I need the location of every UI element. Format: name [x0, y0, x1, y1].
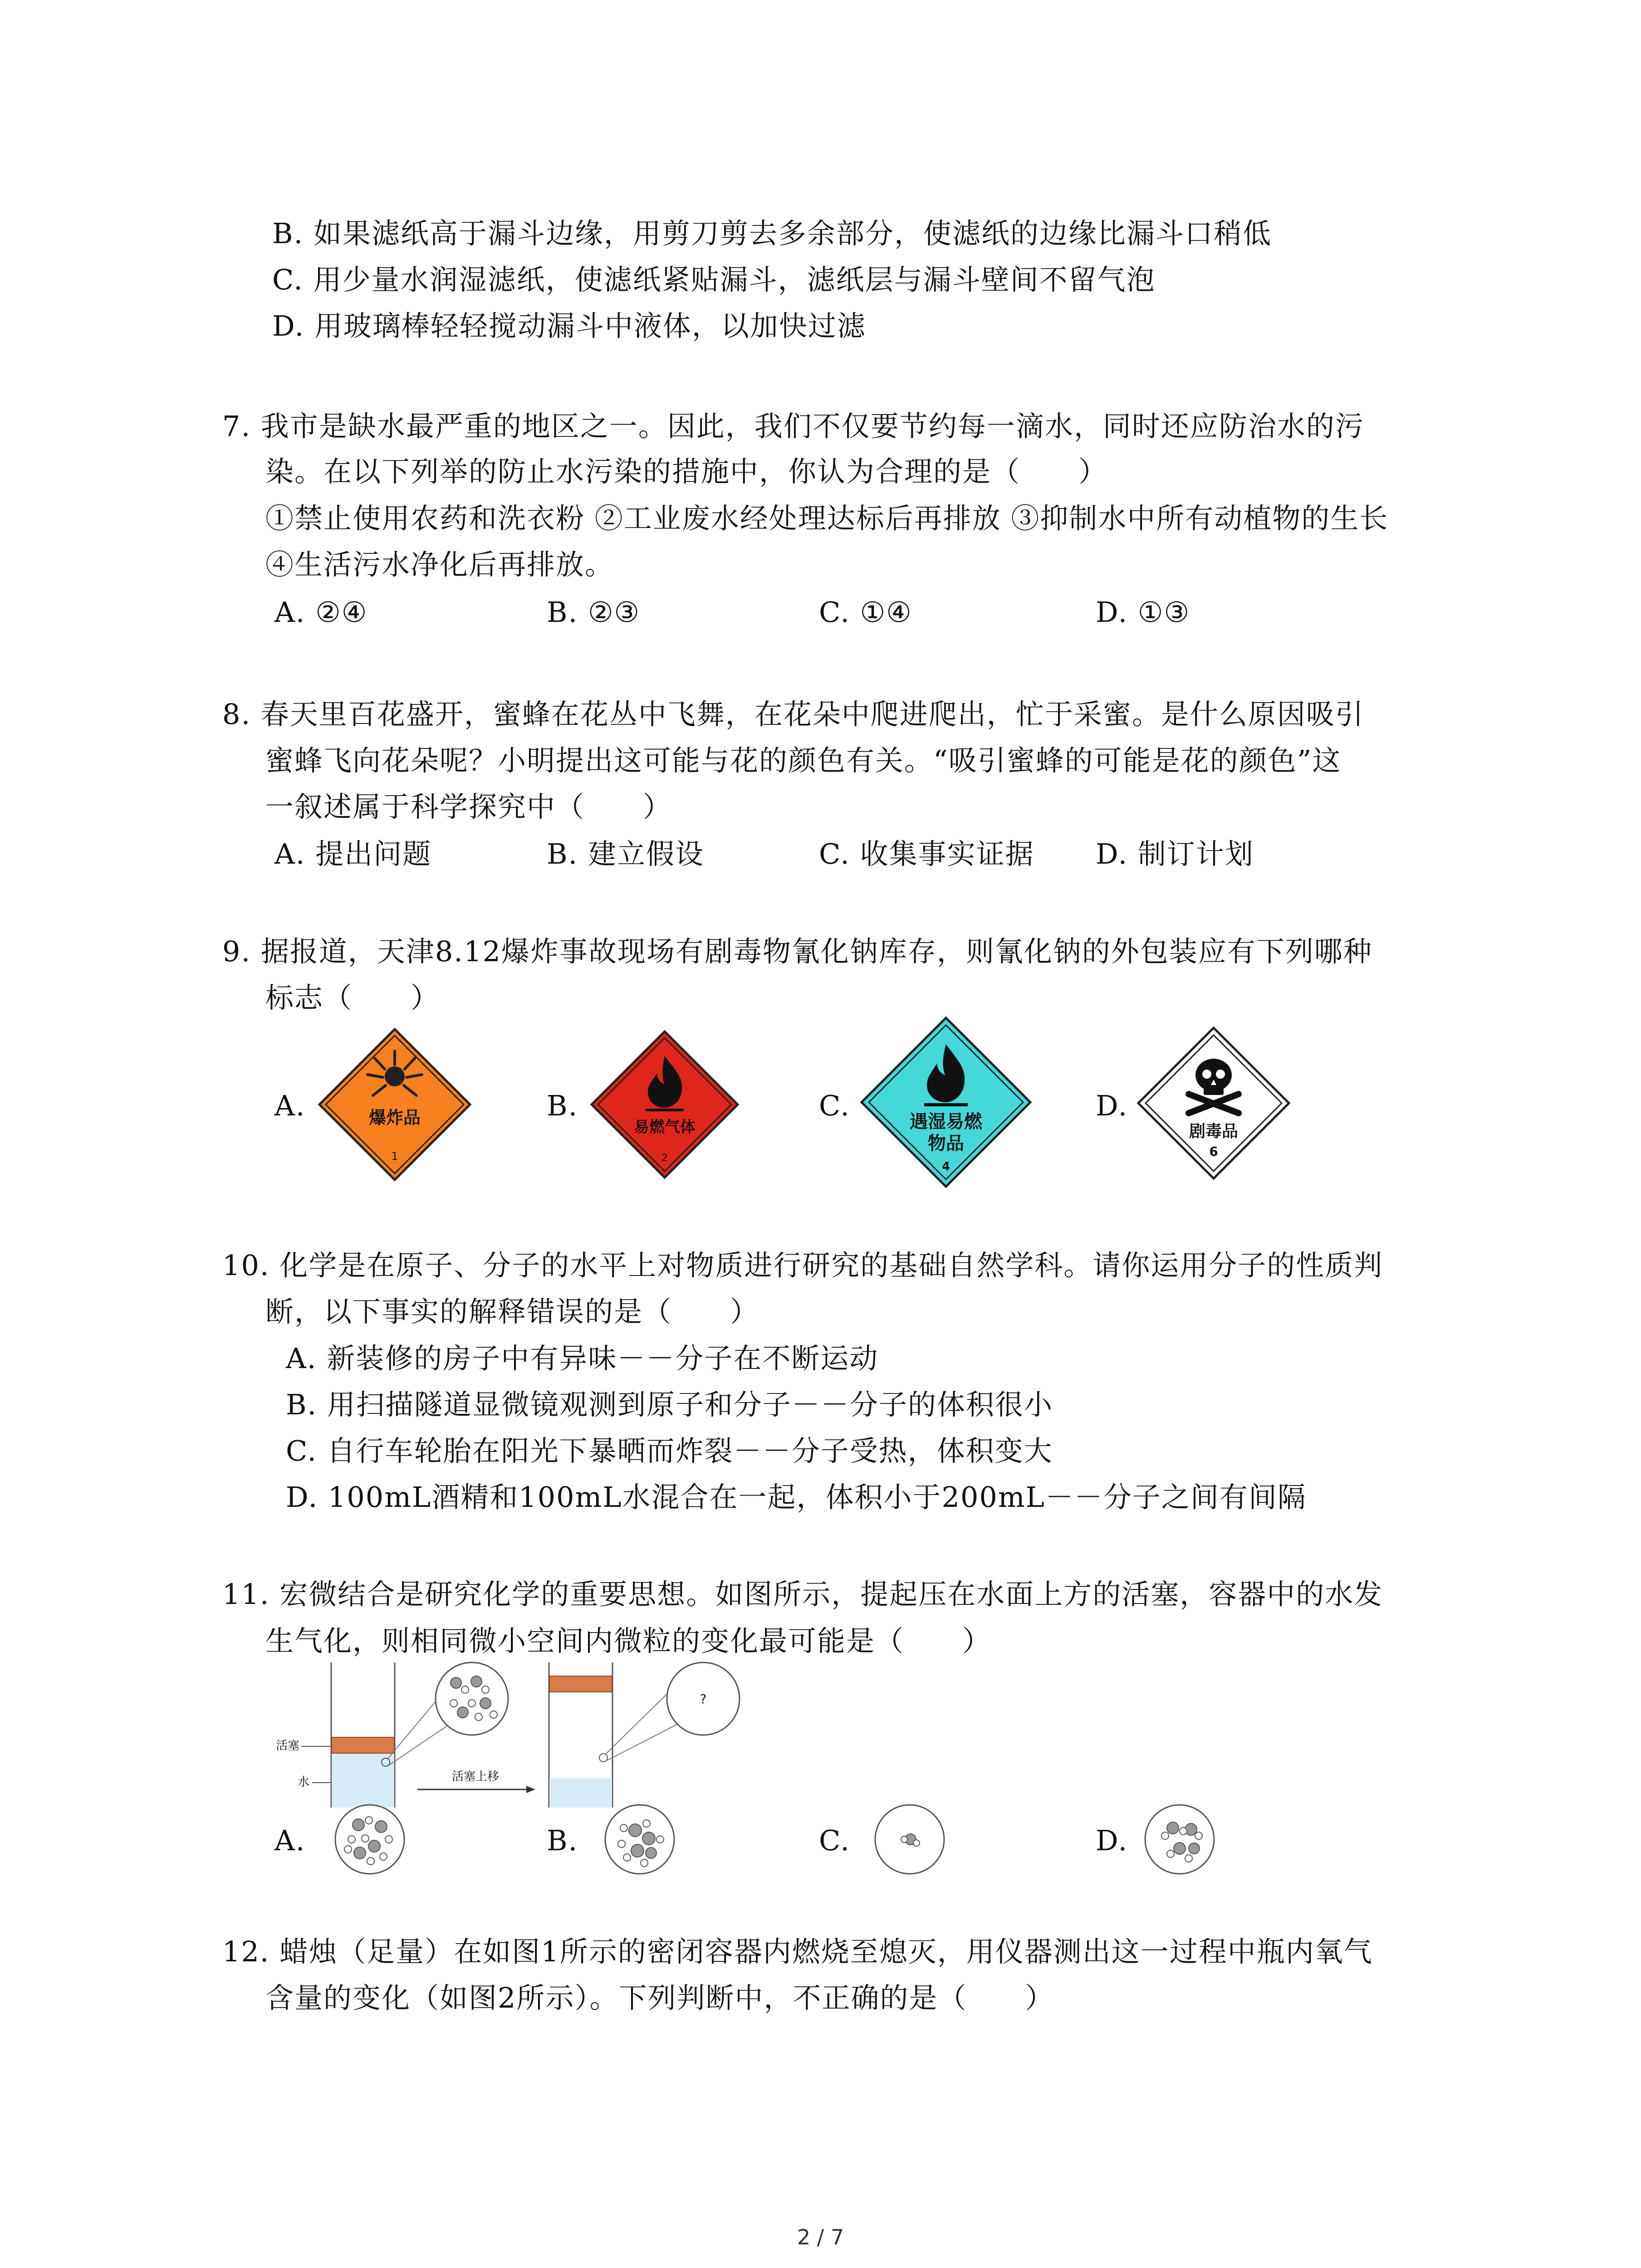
- q7-option-a: A. ②④: [274, 596, 368, 629]
- q7-stem-line-4: ④生活污水净化后再排放。: [265, 548, 614, 581]
- q12-stem-line-1: 12. 蜡烛（足量）在如图1所示的密闭容器内燃烧至熄灭，用仪器测出这一过程中瓶内氧气: [222, 1935, 1373, 1968]
- wet-sign-number: 4: [941, 1160, 950, 1173]
- zoom-circle-left: [436, 1662, 508, 1735]
- water-left: [332, 1753, 394, 1808]
- q9-stem-line-1: 9. 据报道，天津8.12爆炸事故现场有剧毒物氰化钠库存，则氰化钠的外包装应有下列哪种: [222, 935, 1372, 968]
- wet-sign-text-2: 物品: [928, 1133, 964, 1154]
- q10-option-c: C. 自行车轮胎在阳光下暴晒而炸裂－－分子受热，体积变大: [286, 1434, 1053, 1467]
- q11-stem-line-2: 生气化，则相同微小空间内微粒的变化最可能是（ ）: [265, 1624, 992, 1657]
- q12-stem-line-2: 含量的变化（如图2所示）。下列判断中，不正确的是（ ）: [265, 1981, 1054, 2014]
- q10-stem-line-2: 断，以下事实的解释错误的是（ ）: [265, 1295, 759, 1328]
- q10-option-d: D. 100mL酒精和100mL水混合在一起，体积小于200mL－－分子之间有间隔: [286, 1481, 1307, 1514]
- q11-option-c-label: C.: [819, 1824, 850, 1857]
- toxic-sign-text: 剧毒品: [1189, 1122, 1239, 1141]
- q8-option-b: B. 建立假设: [547, 837, 704, 870]
- q10-option-a: A. 新装修的房子中有异味－－分子在不断运动: [286, 1342, 879, 1375]
- q7-option-b: B. ②③: [547, 596, 641, 629]
- piston-diagram: [272, 1658, 794, 1823]
- particle-circle-a: [333, 1803, 406, 1877]
- flammable-gas-sign: [590, 1030, 740, 1181]
- piston-left: [332, 1737, 394, 1753]
- toxic-sign: [1136, 1026, 1291, 1182]
- particle-circle-b: [603, 1803, 676, 1877]
- q11-option-b-label: B.: [547, 1824, 578, 1857]
- q11-stem-line-1: 11. 宏微结合是研究化学的重要思想。如图所示，提起压在水面上方的活塞，容器中的水发: [222, 1578, 1383, 1611]
- question-mark: ?: [700, 1691, 707, 1706]
- q7-option-c: C. ①④: [819, 596, 912, 629]
- particle-circle-d: [1143, 1803, 1216, 1877]
- q8-stem-line-3: 一叙述属于科学探究中（ ）: [265, 790, 672, 823]
- particle-circle-c: [873, 1803, 946, 1877]
- q9-option-d-label: D.: [1096, 1089, 1128, 1122]
- toxic-sign-number: 6: [1209, 1144, 1218, 1159]
- explosive-sign: [318, 1027, 472, 1183]
- piston-label: 活塞: [276, 1739, 300, 1753]
- explosive-sign-number: 1: [391, 1150, 398, 1163]
- wet-sign-text-1: 遇湿易燃: [910, 1111, 982, 1132]
- q7-stem-line-1: 7. 我市是缺水最严重的地区之一。因此，我们不仅要节约每一滴水，同时还应防治水的污: [222, 410, 1364, 443]
- q11-option-a-label: A.: [274, 1824, 306, 1857]
- q8-option-d: D. 制订计划: [1096, 837, 1254, 870]
- q9-option-c-label: C.: [819, 1089, 850, 1122]
- q9-stem-line-2: 标志（ ）: [265, 981, 440, 1014]
- q7-option-d: D. ①③: [1096, 596, 1190, 629]
- q8-stem-line-2: 蜜蜂飞向花朵呢？小明提出这可能与花的颜色有关。“吸引蜜蜂的可能是花的颜色”这: [265, 744, 1342, 777]
- q9-option-a-label: A.: [274, 1089, 306, 1122]
- q8-stem-line-1: 8. 春天里百花盛开，蜜蜂在花丛中飞舞，在花朵中爬进爬出，忙于采蜜。是什么原因吸引: [222, 698, 1364, 731]
- flammable-gas-number: 2: [661, 1153, 668, 1164]
- q7-stem-line-2: 染。在以下列举的防止水污染的措施中，你认为合理的是（ ）: [265, 455, 1108, 488]
- page-number: 2 / 7: [797, 2225, 844, 2249]
- water-label: 水: [298, 1775, 310, 1789]
- dangerous-when-wet-sign: [860, 1016, 1032, 1190]
- q8-option-c: C. 收集事实证据: [819, 837, 1034, 870]
- q6-option-d: D. 用玻璃棒轻轻搅动漏斗中液体，以加快过滤: [272, 309, 866, 342]
- q10-option-b: B. 用扫描隧道显微镜观测到原子和分子－－分子的体积很小: [286, 1388, 1053, 1421]
- q11-option-d-label: D.: [1096, 1824, 1128, 1857]
- water-right: [549, 1778, 612, 1808]
- q6-option-b: B. 如果滤纸高于漏斗边缘，用剪刀剪去多余部分，使滤纸的边缘比漏斗口稍低: [272, 217, 1272, 250]
- explosive-sign-text: 爆炸品: [368, 1108, 421, 1128]
- piston-up-label: 活塞上移: [451, 1770, 500, 1784]
- q6-option-c: C. 用少量水润湿滤纸，使滤纸紧贴漏斗，滤纸层与漏斗壁间不留气泡: [272, 263, 1156, 296]
- piston-right: [549, 1676, 612, 1692]
- bomb-icon: [385, 1066, 405, 1086]
- q9-option-b-label: B.: [547, 1089, 578, 1122]
- q8-option-a: A. 提出问题: [274, 837, 432, 870]
- q7-stem-line-3: ①禁止使用农药和洗衣粉 ②工业废水经处理达标后再排放 ③抑制水中所有动植物的生长: [265, 502, 1389, 535]
- q10-stem-line-1: 10. 化学是在原子、分子的水平上对物质进行研究的基础自然学科。请你运用分子的性质判: [222, 1249, 1383, 1282]
- flammable-gas-text: 易燃气体: [634, 1118, 696, 1136]
